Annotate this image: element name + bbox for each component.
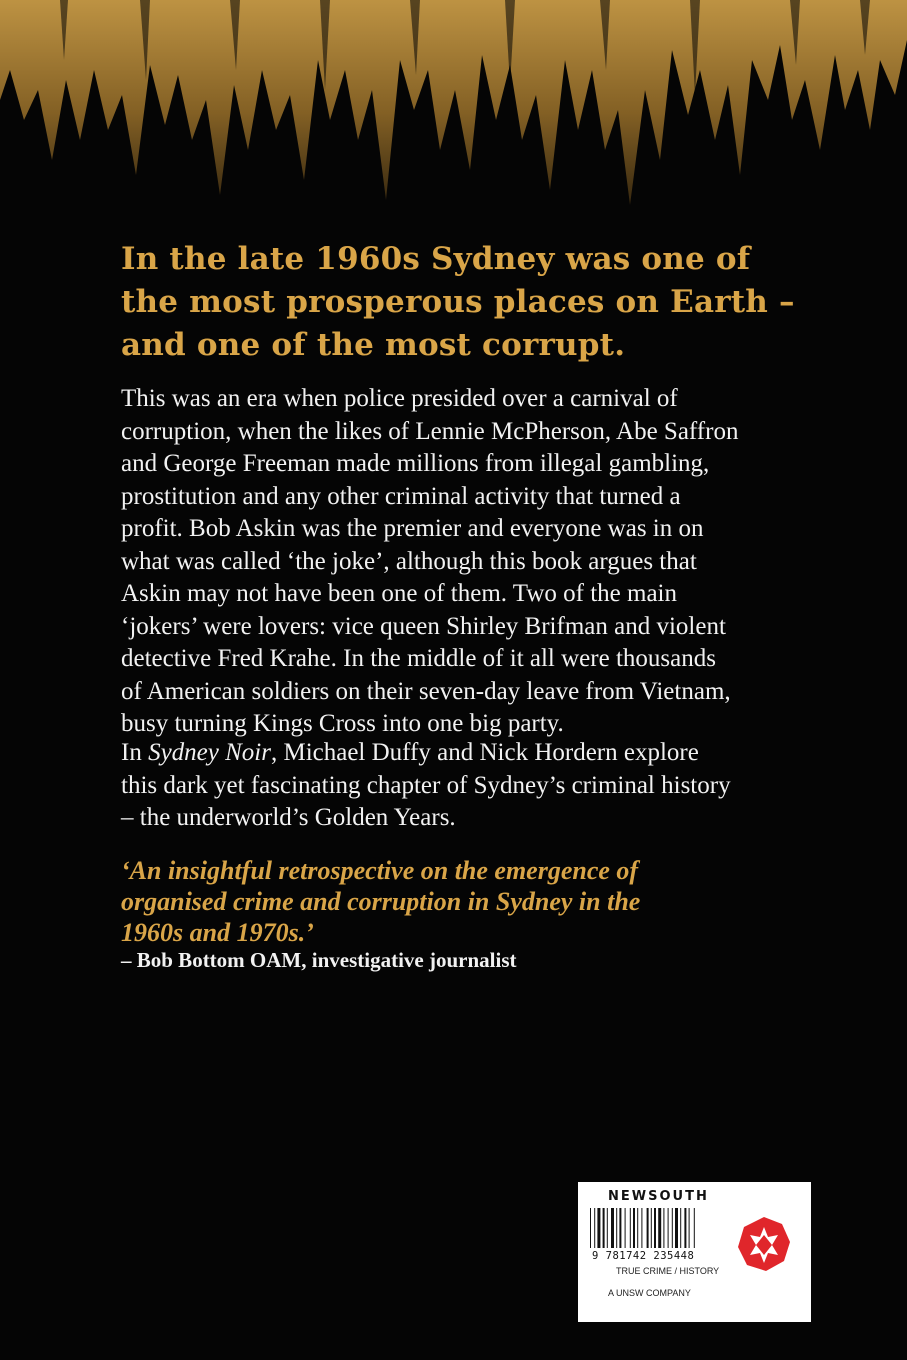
barcode-panel [578, 1182, 811, 1322]
description-line: prostitution and any other criminal activity that turned a [121, 482, 681, 510]
description-line: and George Freeman made millions from illegal gambling, [121, 450, 710, 477]
description-line: of American soldiers on their seven-day leave from Vietnam, [121, 677, 731, 705]
description-line: profit. Bob Askin was the premier and everyone was in on [121, 515, 704, 542]
quote-line: 1960s and 1970s.’ [121, 918, 314, 947]
authors-paragraph [121, 737, 821, 835]
description-line: corruption, when the likes of Lennie McPherson, Abe Saffron [121, 417, 739, 445]
description-line: ‘jokers’ were lovers: vice queen Shirley Brifman and violent [121, 612, 726, 640]
company-label: A UNSW COMPANY [608, 1288, 691, 1298]
publisher-name: NEWSOUTH [608, 1189, 709, 1204]
gold-texture-header [0, 0, 907, 210]
description-line: Askin may not have been one of them. Two of the main [121, 580, 677, 607]
quote-attribution: – Bob Bottom OAM, investigative journalist [121, 948, 517, 972]
book-title: Sydney Noir [148, 739, 271, 766]
authors-line [121, 737, 821, 770]
description-line: what was called ‘the joke’, although this book argues that [121, 547, 697, 575]
category-label: TRUE CRIME / HISTORY [616, 1266, 720, 1276]
description-paragraph [121, 383, 821, 741]
barcode-icon [586, 1208, 726, 1250]
authors-line: this dark yet fascinating chapter of Sydney’s criminal history [121, 771, 731, 799]
newsouth-logo-icon [734, 1215, 794, 1275]
description-line: busy turning Kings Cross into one big party. [121, 710, 564, 737]
prefix: In [121, 739, 149, 766]
quote-line: ‘An insightful retrospective on the emergence of [121, 856, 639, 885]
headline: In the late 1960s Sydney was one of the most prosperous places on Earth – and one of the most corrupt. [121, 241, 795, 363]
description-line: This was an era when police presided over a carnival of [121, 385, 678, 412]
isbn-digits: 9 781742 235448 [592, 1250, 695, 1262]
authors-text: , Michael Duffy and Nick Hordern explore [270, 739, 699, 766]
review-quote [121, 855, 841, 948]
description-line: detective Fred Krahe. In the middle of it all were thousands [121, 645, 716, 672]
quote-line: organised crime and corruption in Sydney in the [121, 887, 641, 916]
authors-line: – the underworld’s Golden Years. [121, 804, 456, 831]
